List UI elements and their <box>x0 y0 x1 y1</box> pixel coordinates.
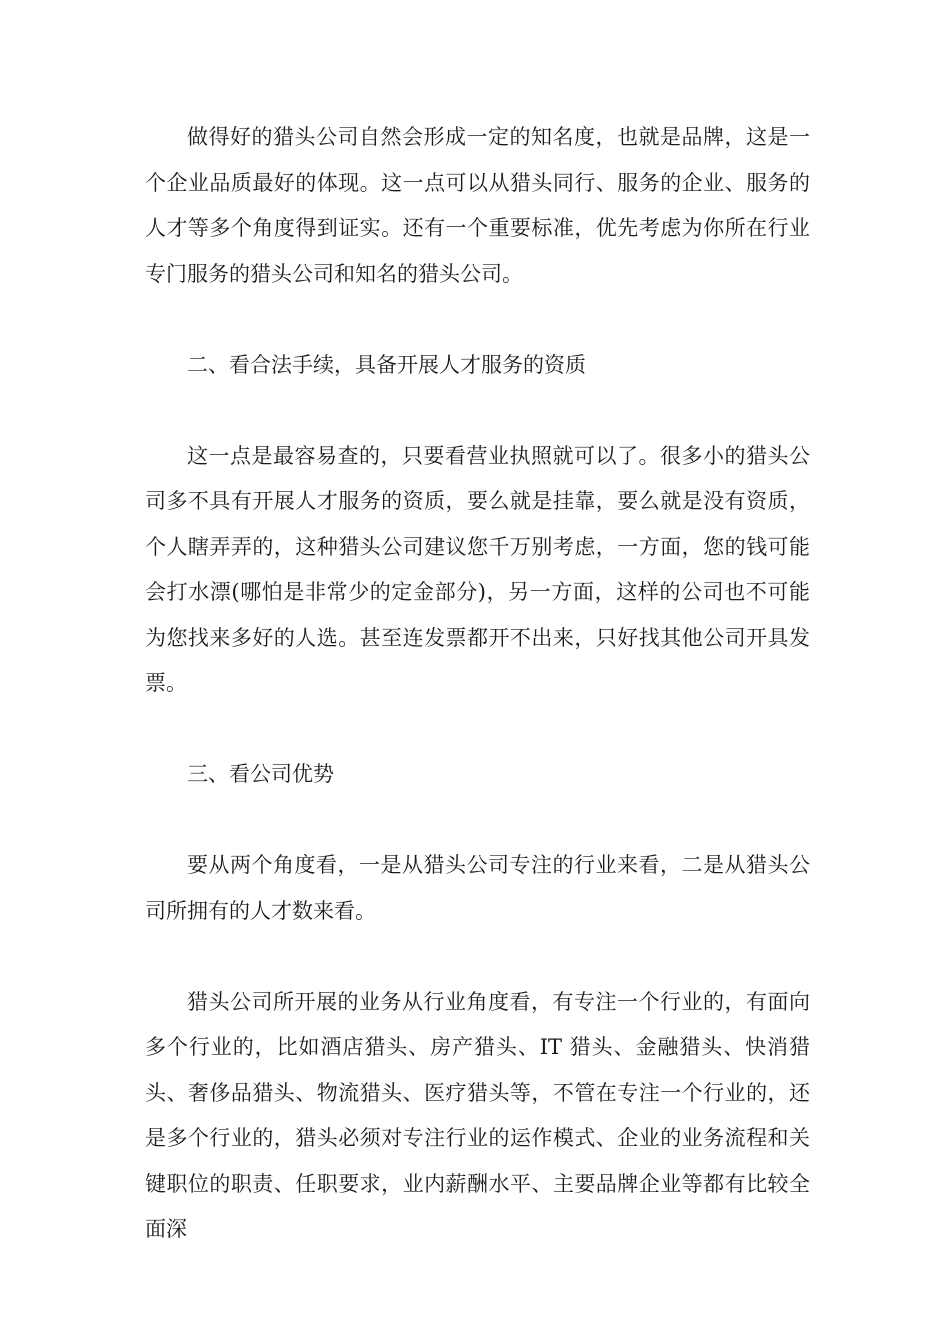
section-heading-legal-qualification: 二、看合法手续，具备开展人才服务的资质 <box>187 352 586 377</box>
paragraph-two-angles: 要从两个角度看，一是从猎头公司专注的行业来看，二是从猎头公司所拥有的人才数来看。 <box>145 853 810 923</box>
paragraph-brand: 做得好的猎头公司自然会形成一定的知名度，也就是品牌，这是一个企业品质最好的体现。这一点可以从猎头同行、服务的企业、服务的人才等多个角度得到证实。还有一个重要标准，优先考虑为你所在行业专门服务的猎头公司和知名的猎头公司。 <box>145 125 810 286</box>
document-body <box>145 115 810 1253</box>
section-heading-company-advantage: 三、看公司优势 <box>187 762 334 786</box>
paragraph-industry-focus: 猎头公司所开展的业务从行业角度看，有专注一个行业的，有面向多个行业的，比如酒店猎头、房产猎头、IT 猎头、金融猎头、快消猎头、奢侈品猎头、物流猎头、医疗猎头等，不管在专注一个行业的，还是多个行业的，猎头必须对专注行业的运作模式、企业的业务流程和关键职位的职责、任职要求，业内薪酬水平、主要品牌企业等都有比较全面深 <box>145 989 810 1241</box>
paragraph-legal-qualification: 这一点是最容易查的，只要看营业执照就可以了。很多小的猎头公司多不具有开展人才服务的资质，要么就是挂靠，要么就是没有资质，个人瞎弄弄的，这种猎头公司建议您千万别考虑，一方面，您的钱可能会打水漂(哪怕是非常少的定金部分)，另一方面，这样的公司也不可能为您找来多好的人选。甚至连发票都开不出来，只好找其他公司开具发票。 <box>145 443 810 695</box>
